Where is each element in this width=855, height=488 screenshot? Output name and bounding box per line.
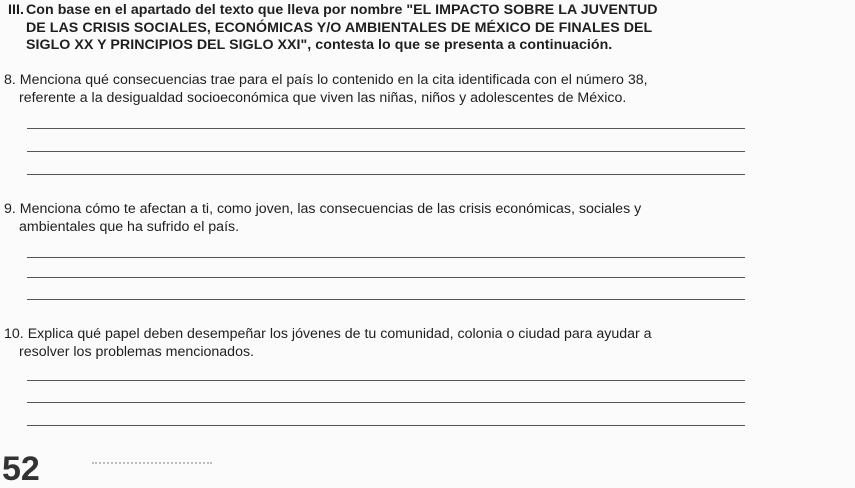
- question-9-number: 9.: [4, 201, 16, 217]
- question-10-answer-line-1[interactable]: [27, 380, 745, 381]
- question-10-line-2: resolver los problemas mencionados.: [19, 343, 254, 360]
- section-heading-line-3: SIGLO XX Y PRINCIPIOS DEL SIGLO XXI", contesta lo que se presenta a continuación.: [26, 37, 613, 53]
- question-10-answer-line-3[interactable]: [27, 425, 745, 426]
- question-8-answer-line-1[interactable]: [27, 128, 745, 129]
- question-8-line-2: referente a la desigualdad socioeconómica que viven las niñas, niños y adolescentes de México.: [19, 89, 627, 106]
- question-8-answer-line-2[interactable]: [27, 151, 745, 152]
- question-9: [4, 201, 844, 236]
- question-8-line-1: Menciona qué consecuencias trae para el país lo contenido en la cita identificada con el número 38,: [19, 72, 648, 88]
- question-10-number: 10.: [4, 326, 24, 342]
- question-8-answer-line-3[interactable]: [27, 174, 745, 175]
- question-9-line-1: Menciona cómo te afectan a ti, como joven, las consecuencias de las crisis económicas, sociales y: [19, 201, 642, 217]
- section-heading-line-2: DE LAS CRISIS SOCIALES, ECONÓMICAS Y/O AMBIENTALES DE MÉXICO DE FINALES DEL: [26, 19, 653, 36]
- page-number: [0, 450, 40, 488]
- question-9-answer-line-2[interactable]: [27, 277, 745, 278]
- question-8-number: 8.: [4, 72, 16, 88]
- footer-divider: [92, 462, 212, 467]
- question-9-answer-line-1[interactable]: [27, 257, 745, 258]
- question-10-line-1: Explica qué papel deben desempeñar los jóvenes de tu comunidad, colonia o ciudad para ayudar a: [27, 326, 652, 342]
- section-heading-line-1: Con base en el apartado del texto que lleva por nombre "EL IMPACTO SOBRE LA JUVENTUD: [26, 2, 658, 18]
- page-number-digits: 52: [2, 450, 40, 488]
- question-10-answer-line-2[interactable]: [27, 402, 745, 403]
- section-number: III.: [8, 2, 24, 18]
- question-9-answer-line-3[interactable]: [27, 299, 745, 300]
- question-10: [4, 326, 844, 361]
- question-8: [4, 72, 844, 107]
- question-9-line-2: ambientales que ha sufrido el país.: [19, 218, 240, 235]
- section-heading: [8, 2, 848, 55]
